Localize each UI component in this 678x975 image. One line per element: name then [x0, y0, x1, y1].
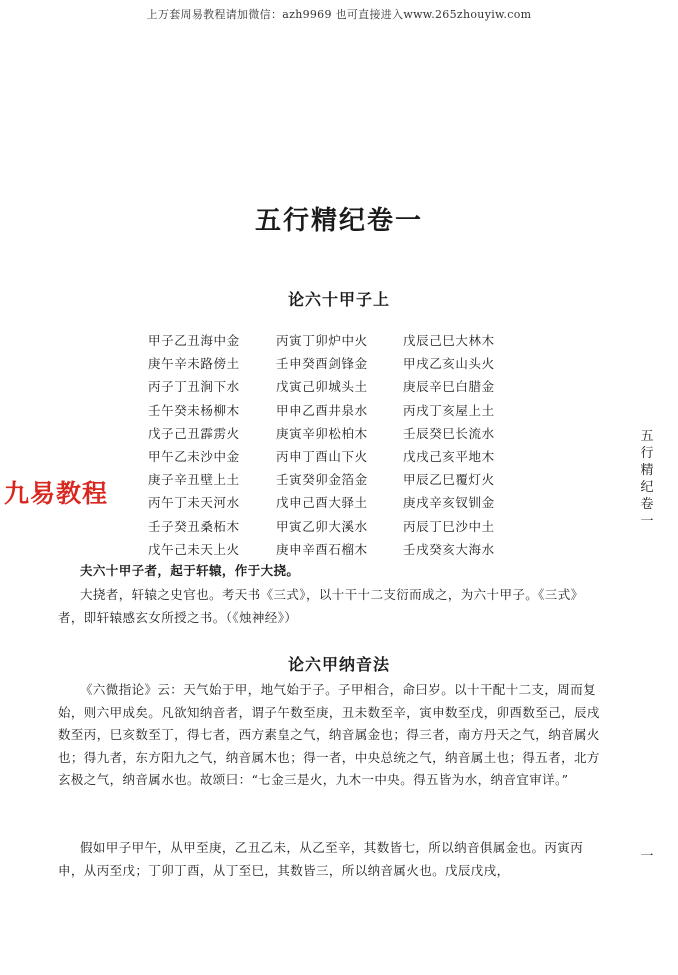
nayin-entry: 丙子丁丑涧下水 [148, 379, 240, 395]
nayin-entry: 庚辰辛巳白腊金 [403, 379, 495, 395]
paragraph-danao: 大挠者，轩辕之史官也。考天书《三式》，以十干十二支衍而成之，为六十甲子。《三式》者，即轩辕感玄女所授之书。（《烛神经》） [58, 587, 584, 625]
nayin-entry: 甲子乙丑海中金 [148, 333, 240, 348]
nayin-entry: 庚寅辛卯松柏木 [276, 425, 368, 441]
nayin-entry: 丙寅丁卯炉中火 [276, 333, 368, 348]
section-title-nayin-method: 论六甲纳音法 [287, 655, 390, 674]
chapter-title: 五行精纪卷一 [254, 206, 423, 236]
paragraph-intro: 夫六十甲子者，起于轩辕，作于大挠。 [80, 563, 300, 578]
nayin-entry: 壬戌癸亥大海水 [403, 541, 495, 557]
nayin-entry: 壬寅癸卯金箔金 [276, 472, 368, 488]
paragraph-example: 假如甲子甲午，从甲至庚，乙丑乙未，从乙至辛，其数皆七，所以纳音俱属金也。丙寅丙申，从丙至戊；丁卯丁酉，从丁至巳，其数皆三，所以纳音属火也。戊辰戊戌， [58, 840, 584, 878]
section-title-sixty-jiazi: 论六十甲子上 [287, 290, 390, 309]
nayin-entry: 壬子癸丑桑柘木 [148, 518, 240, 534]
nayin-entry: 戊寅己卯城头土 [276, 379, 368, 395]
nayin-entry: 戊午己未天上火 [148, 541, 240, 557]
nayin-entry: 戊戌己亥平地木 [403, 448, 495, 464]
nayin-entry: 丙午丁未天河水 [148, 495, 240, 511]
nayin-table [148, 331, 530, 563]
page-number: 一 [640, 849, 654, 864]
nayin-entry: 甲午乙未沙中金 [148, 448, 240, 464]
nayin-entry: 庚戌辛亥钗钏金 [403, 495, 495, 511]
nayin-entry: 戊申己酉大驿土 [276, 495, 368, 511]
nayin-entry: 庚申辛酉石榴木 [276, 541, 368, 557]
nayin-entry: 壬申癸酉剑锋金 [276, 356, 368, 372]
nayin-entry: 丙申丁酉山下火 [276, 448, 368, 464]
nayin-entry: 丙辰丁巳沙中土 [403, 518, 495, 534]
nayin-entry: 戊子己丑霹雳火 [148, 425, 240, 441]
nayin-entry: 庚午辛未路傍土 [148, 356, 240, 372]
nayin-entry: 壬午癸未杨柳木 [148, 402, 240, 418]
paragraph-liuwei: 《六微指论》云：天气始于甲，地气始于子。子甲相合，命曰岁。以十干配十二支，周而复始，则六甲成矣。凡欲知纳音者，谓子午数至庚，丑未数至辛，寅申数至戊，卯酉数至己，辰戌数至丙，巳亥数至丁，得七者，西方素皇之气，纳音属金也；得三者，南方丹天之气，纳音属火也；得九者，东方阳九之气，纳音属木也；得一者，中央总统之气，纳音属土也；得五者，北方玄极之气，纳音属水也。故颂曰：“七金三是火，九木一中央。得五皆为水，纳音宜审详。” [58, 682, 600, 788]
watermark-logo: 九易教程 [4, 479, 109, 508]
nayin-entry: 丙戌丁亥屋上土 [403, 402, 495, 418]
nayin-entry: 庚子辛丑壁上土 [148, 472, 240, 488]
nayin-entry: 甲寅乙卯大溪水 [276, 518, 368, 534]
running-side-title: 五行精纪卷一 [640, 429, 654, 529]
nayin-entry: 甲戌乙亥山头火 [403, 356, 495, 372]
header-note: 上万套周易教程请加微信：azh9969 也可直接进入www.265zhouyiw.com [146, 8, 532, 21]
nayin-entry: 甲辰乙巳覆灯火 [403, 472, 495, 488]
nayin-entry: 壬辰癸巳长流水 [403, 425, 495, 441]
nayin-entry: 甲申乙酉井泉水 [276, 402, 368, 418]
nayin-entry: 戊辰己巳大林木 [403, 333, 495, 348]
